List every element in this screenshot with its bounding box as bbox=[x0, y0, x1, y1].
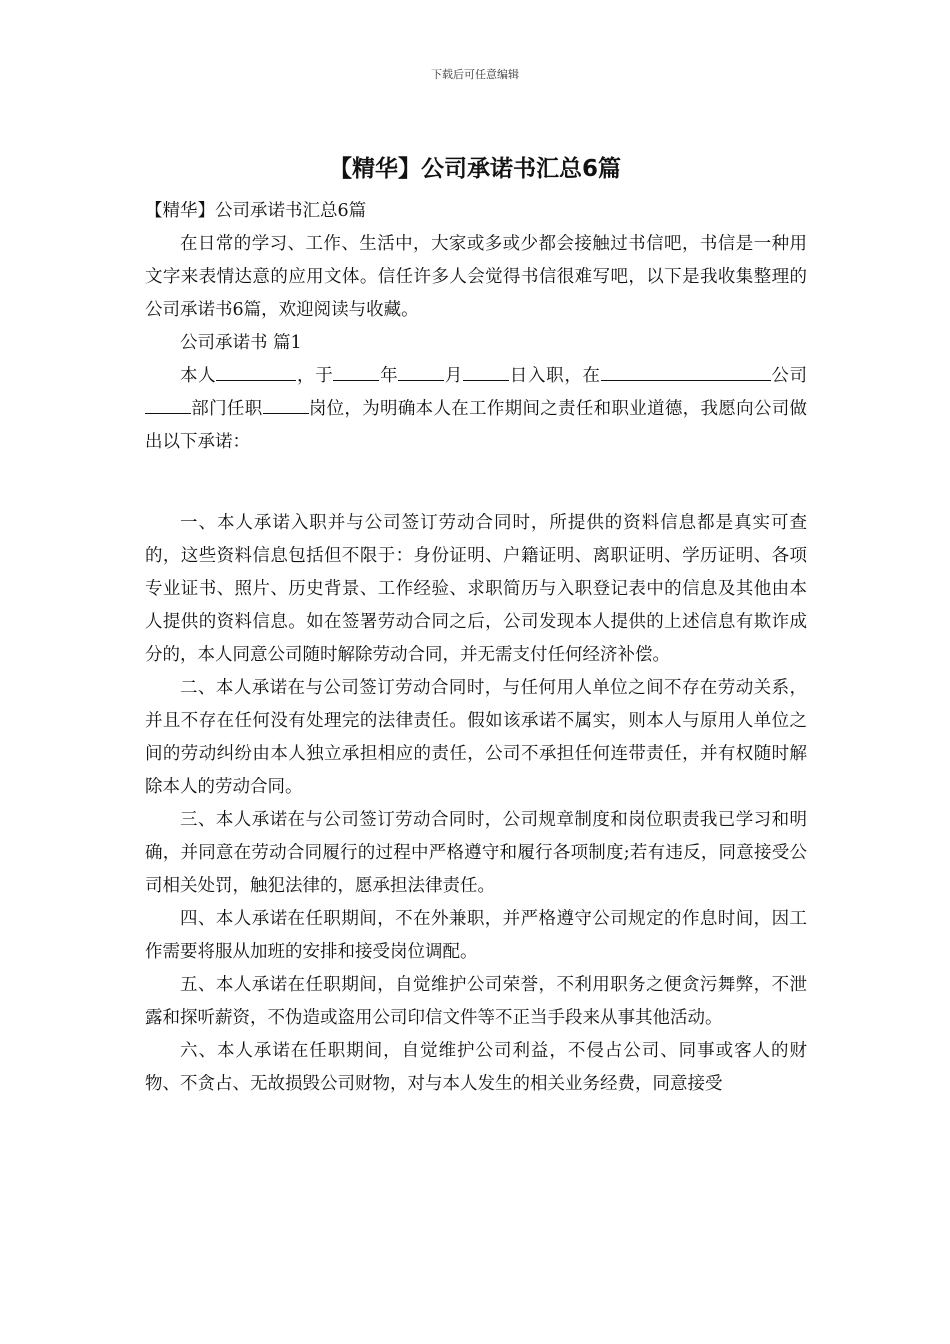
header-note: 下载后可任意编辑 bbox=[431, 68, 519, 81]
intro-paragraph: 在日常的学习、工作、生活中，大家或多或少都会接触过书信吧，书信是一种用文字来表情达意的应用文体。信任许多人会觉得书信很难写吧，以下是我收集整理的公司承诺书6篇，欢迎阅读与收藏。 bbox=[145, 234, 807, 320]
form-text-4: 月 bbox=[444, 366, 464, 386]
commitment-item-4: 四、本人承诺在任职期间，不在外兼职，并严格遵守公司规定的作息时间，因工作需要将服从加班的安排和接受岗位调配。 bbox=[145, 909, 807, 962]
document-title: 【精华】公司承诺书汇总6篇 bbox=[328, 156, 621, 182]
name-blank bbox=[216, 363, 296, 382]
commitment-item-5: 五、本人承诺在任职期间，自觉维护公司荣誉，不利用职务之便贪污舞弊，不泄露和探听薪资，不伪造或盗用公司印信文件等不正当手段来从事其他活动。 bbox=[145, 975, 807, 1028]
commitment-item-3: 三、本人承诺在与公司签订劳动合同时，公司规章制度和岗位职责我已学习和明确，并同意在劳动合同履行的过程中严格遵守和履行各项制度;若有违反，同意接受公司相关处罚，触犯法律的，愿承担法律责任。 bbox=[145, 810, 807, 896]
document-body bbox=[145, 195, 807, 1101]
day-blank bbox=[463, 363, 509, 382]
company-blank bbox=[601, 363, 771, 382]
commitment-item-2: 二、本人承诺在与公司签订劳动合同时，与任何用人单位之间不存在劳动关系，并且不存在任何没有处理完的法律责任。假如该承诺不属实，则本人与原用人单位之间的劳动纠纷由本人独立承担相应的责任，公司不承担任何连带责任，并有权随时解除本人的劳动合同。 bbox=[145, 678, 807, 797]
form-text-5: 日入职，在 bbox=[509, 366, 601, 386]
form-paragraph bbox=[145, 360, 807, 459]
year-blank bbox=[333, 363, 379, 382]
form-text-6: 公司 bbox=[770, 366, 808, 386]
section-heading: 公司承诺书 篇1 bbox=[180, 333, 302, 353]
form-text-7: 部门任职 bbox=[191, 399, 263, 419]
form-text-1: 本人 bbox=[180, 366, 217, 386]
document-subtitle: 【精华】公司承诺书汇总6篇 bbox=[145, 201, 367, 221]
position-blank bbox=[263, 396, 309, 415]
form-text-3: 年 bbox=[379, 366, 399, 386]
commitment-item-1: 一、本人承诺入职并与公司签订劳动合同时，所提供的资料信息都是真实可查的，这些资料信息包括但不限于：身份证明、户籍证明、离职证明、学历证明、各项专业证书、照片、历史背景、工作经验、求职简历与入职登记表中的信息及其他由本人提供的资料信息。如在签署劳动合同之后，公司发现本人提供的上述信息有欺诈成分的，本人同意公司随时解除劳动合同，并无需支付任何经济补偿。 bbox=[145, 513, 807, 665]
commitment-item-6: 六、本人承诺在任职期间，自觉维护公司利益，不侵占公司、同事或客人的财物、不贪占、无故损毁公司财物，对与本人发生的相关业务经费，同意接受 bbox=[145, 1041, 807, 1094]
month-blank bbox=[398, 363, 444, 382]
form-text-2: ，于 bbox=[296, 366, 334, 386]
department-blank bbox=[145, 396, 191, 415]
form-text-8: 岗位，为明确本人在工作期间之责任和职业道德，我愿向公司做出以下承诺： bbox=[145, 399, 807, 452]
paragraph-spacer bbox=[145, 459, 807, 507]
